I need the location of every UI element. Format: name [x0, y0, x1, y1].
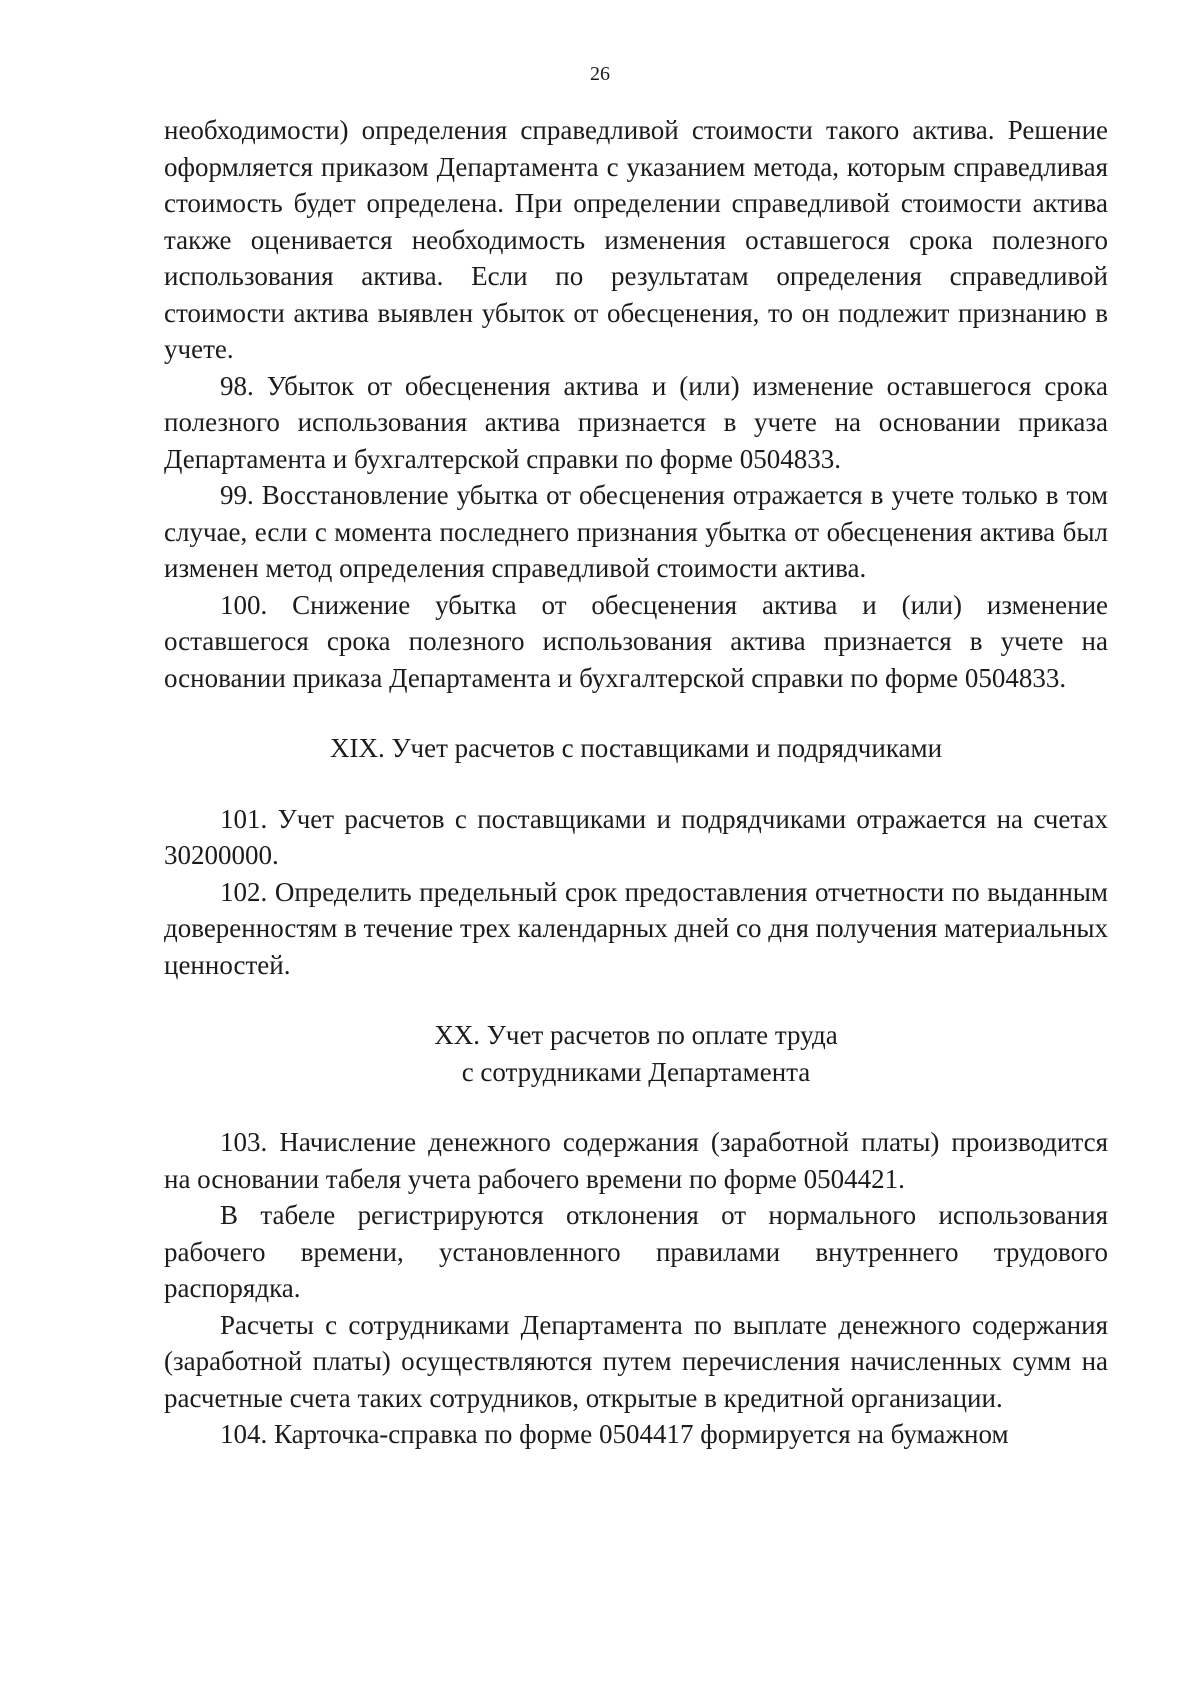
- page-number: 26: [590, 63, 610, 85]
- paragraph-100: 100. Снижение убытка от обесценения актива и (или) изменение оставшегося срока полезного использования актива признается в учете на основании приказа Департамента и бухгалтерской справки по форме 0504833.: [164, 589, 1108, 693]
- section-xix-title: XIX. Учет расчетов с поставщиками и подрядчиками: [329, 733, 943, 763]
- paragraph-timesheet: В табеле регистрируются отклонения от нормального использования рабочего времени, установленного правилами внутреннего трудового распорядка.: [164, 1200, 1108, 1303]
- section-xx-title-line2: с сотрудниками Департамента: [461, 1056, 811, 1087]
- document-body: [164, 112, 1108, 1453]
- paragraph-103: 103. Начисление денежного содержания (заработной платы) производится на основании табеля учета рабочего времени по форме 0504421.: [164, 1127, 1108, 1194]
- paragraph-104: 104. Карточка-справка по форме 0504417 формируется на бумажном: [220, 1419, 1009, 1449]
- paragraph-99: 99. Восстановление убытка от обесценения отражается в учете только в том случае, если с момента последнего признания убытка от обесценения актива был изменен метод определения справедливой стоимости актива.: [164, 480, 1108, 583]
- paragraph-payments: Расчеты с сотрудниками Департамента по выплате денежного содержания (заработной платы) осуществляются путем перечисления начисленных сумм на расчетные счета таких сотрудников, открытые в кредитной организации.: [164, 1309, 1108, 1413]
- paragraph-101: 101. Учет расчетов с поставщиками и подрядчиками отражается на счетах 30200000.: [164, 803, 1108, 870]
- section-xix-heading: [164, 730, 1108, 767]
- paragraph-102: 102. Определить предельный срок предоставления отчетности по выданным доверенностям в течение трех календарных дней со дня получения материальных ценностей.: [164, 876, 1108, 980]
- section-xx-heading: [164, 1017, 1108, 1090]
- section-xx-title-line1: XX. Учет расчетов по оплате труда: [434, 1020, 838, 1050]
- paragraph-98: 98. Убыток от обесценения актива и (или) изменение оставшегося срока полезного использования актива признается в учете на основании приказа Департамента и бухгалтерской справки по форме 0504833.: [164, 370, 1108, 474]
- paragraph-continuation: необходимости) определения справедливой стоимости такого актива. Решение оформляется приказом Департамента с указанием метода, которым справедливая стоимость будет определена. При определении справедливой стоимости актива также оценивается необходимость изменения оставшегося срока полезного использования актива. Если по результатам определения справедливой стоимости актива выявлен убыток от обесценения, то он подлежит признанию в учете.: [164, 115, 1108, 364]
